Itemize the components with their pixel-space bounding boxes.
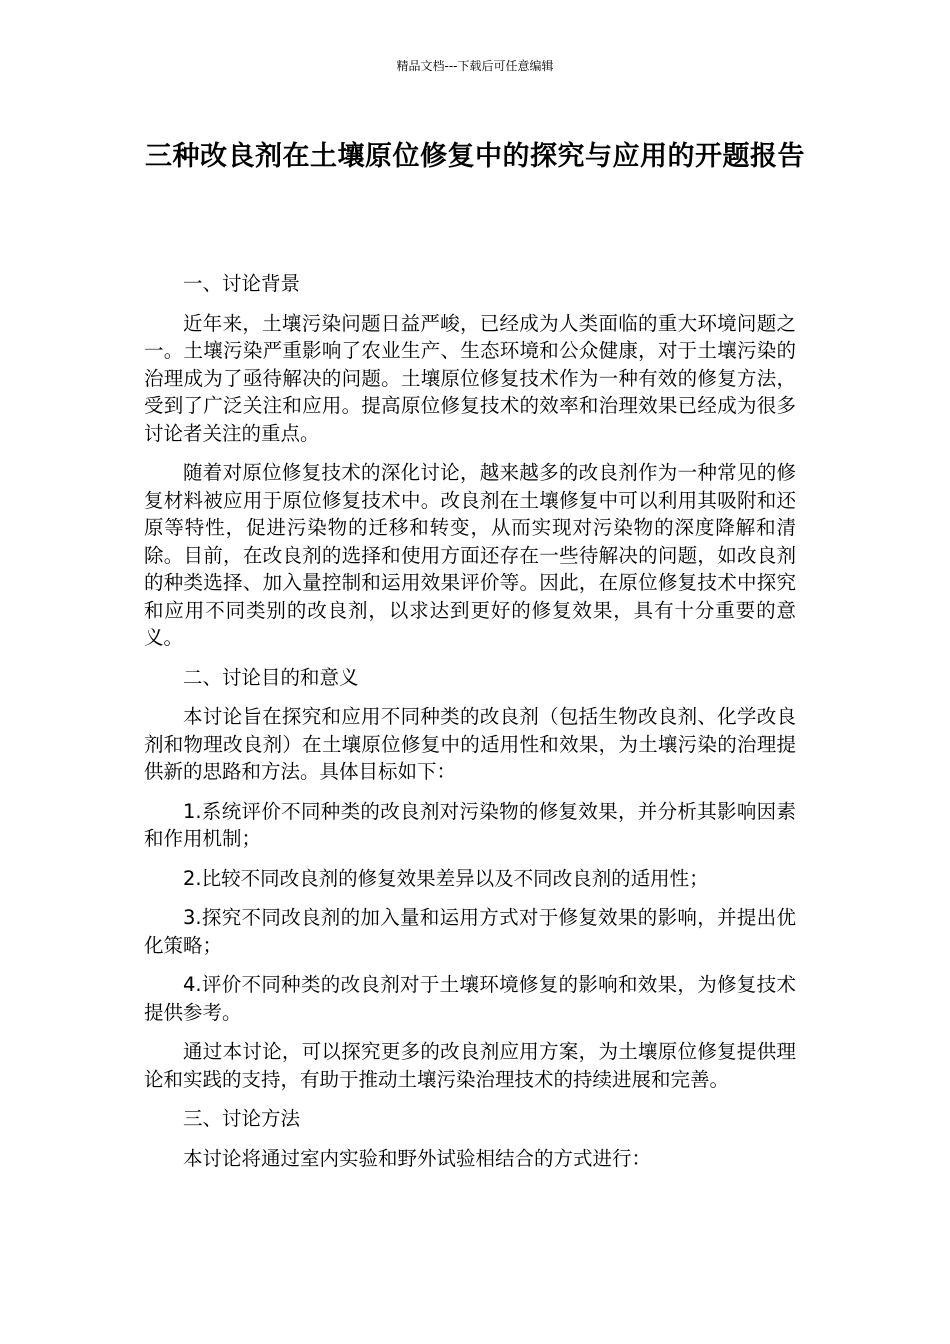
document-body [144,270,796,1184]
paragraph-background-2: 随着对原位修复技术的深化讨论，越来越多的改良剂作为一种常见的修复材料被应用于原位修复技术中。改良剂在土壤修复中可以利用其吸附和还原等特性，促进污染物的迁移和转变，从而实现对污染物的深度降解和清除。目前，在改良剂的选择和使用方面还存在一些待解决的问题，如改良剂的种类选择、加入量控制和运用效果评价等。因此，在原位修复技术中探究和应用不同类别的改良剂，以求达到更好的修复效果，具有十分重要的意义。 [144,461,796,649]
section-heading-background: 一、讨论背景 [183,272,301,295]
document-title: 三种改良剂在土壤原位修复中的探究与应用的开题报告 [145,141,805,172]
list-item-goal-3: 3.探究不同改良剂的加入量和运用方式对于修复效果的影响，并提出优化策略； [144,906,796,957]
paragraph-method-intro: 本讨论将通过室内实验和野外试验相结合的方式进行： [183,1146,652,1170]
section-heading-purpose: 二、讨论目的和意义 [183,665,359,689]
paragraph-purpose-summary: 通过本讨论，可以探究更多的改良剂应用方案，为土壤原位修复提供理论和实践的支持，有助于推动土壤污染治理技术的持续进展和完善。 [144,1040,796,1091]
paragraph-background-1: 近年来，土壤污染问题日益严峻，已经成为人类面临的重大环境问题之一。土壤污染严重影响了农业生产、生态环境和公众健康，对于土壤污染的治理成为了亟待解决的问题。土壤原位修复技术作为一种有效的修复方法，受到了广泛关注和应用。提高原位修复技术的效率和治理效果已经成为很多讨论者关注的重点。 [144,311,796,445]
header-note: 精品文档---下载后可任意编辑 [396,59,554,73]
list-item-goal-2: 2.比较不同改良剂的修复效果差异以及不同改良剂的适用性； [183,866,709,890]
list-item-goal-1: 1.系统评价不同种类的改良剂对污染物的修复效果，并分析其影响因素和作用机制； [144,799,796,850]
paragraph-purpose-intro: 本讨论旨在探究和应用不同种类的改良剂（包括生物改良剂、化学改良剂和物理改良剂）在土壤原位修复中的适用性和效果，为土壤污染的治理提供新的思路和方法。具体目标如下： [144,705,796,783]
section-heading-method: 三、讨论方法 [183,1107,301,1130]
list-item-goal-4: 4.评价不同种类的改良剂对于土壤环境修复的影响和效果，为修复技术提供参考。 [144,973,796,1024]
